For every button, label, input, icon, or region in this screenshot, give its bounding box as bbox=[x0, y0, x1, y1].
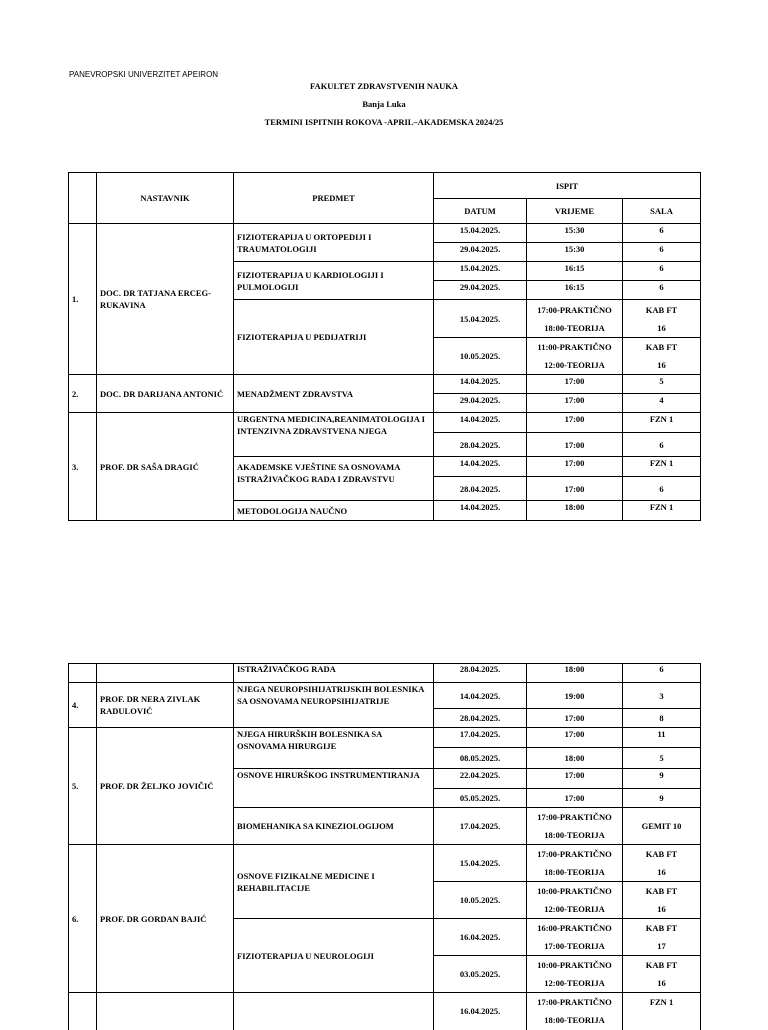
exam-time bbox=[527, 919, 623, 956]
header-ispit: ISPIT bbox=[434, 173, 701, 199]
header-sala: SALA bbox=[623, 199, 701, 224]
subject-name: METODOLOGIJA NAUČNO bbox=[234, 501, 434, 521]
exam-date: 10.05.2025. bbox=[434, 882, 527, 919]
header-datum: DATUM bbox=[434, 199, 527, 224]
exam-date: 29.04.2025. bbox=[434, 243, 527, 262]
exam-schedule-table-1 bbox=[68, 172, 701, 521]
exam-date: 28.04.2025. bbox=[434, 477, 527, 501]
time-practical: 17:00-PRAKTIČNO bbox=[537, 812, 612, 822]
exam-time: 15:30 bbox=[527, 243, 623, 262]
exam-room: 6 bbox=[623, 224, 701, 243]
exam-room: 9 bbox=[623, 769, 701, 789]
exam-date: 22.04.2025. bbox=[434, 769, 527, 789]
university-name: PANEVROPSKI UNIVERZITET APEIRON bbox=[69, 70, 219, 79]
table-row bbox=[69, 375, 701, 394]
city-title: Banja Luka bbox=[362, 99, 406, 109]
exam-date: 15.04.2025. bbox=[434, 300, 527, 338]
exam-date: 14.04.2025. bbox=[434, 501, 527, 521]
exam-time: 17:00 bbox=[527, 375, 623, 394]
subject-name: ISTRAŽIVAČKOG RADA bbox=[234, 664, 434, 683]
time-theory: 17:00-TEORIJA bbox=[544, 941, 605, 951]
room-number: 16 bbox=[657, 360, 666, 370]
exam-date: 28.04.2025. bbox=[434, 664, 527, 683]
time-practical: 11:00-PRAKTIČNO bbox=[537, 342, 612, 352]
table-row bbox=[69, 728, 701, 748]
subject-name: AKADEMSKE VJEŠTINE SA OSNOVAMA ISTRAŽIVAČKOG RADA I ZDRAVSTVU bbox=[234, 457, 434, 501]
row-number: 2. bbox=[69, 375, 97, 413]
exam-date: 14.04.2025. bbox=[434, 683, 527, 709]
exam-date: 15.04.2025. bbox=[434, 262, 527, 281]
table-row bbox=[69, 683, 701, 709]
exam-room: 8 bbox=[623, 709, 701, 728]
time-practical: 10:00-PRAKTIČNO bbox=[537, 960, 612, 970]
table-header-row bbox=[69, 173, 701, 199]
exam-time bbox=[527, 956, 623, 993]
time-theory: 12:00-TEORIJA bbox=[544, 360, 605, 370]
subject-name: URGENTNA MEDICINA,REANIMATOLOGIJA I INTENZIVNA ZDRAVSTVENA NJEGA bbox=[234, 413, 434, 457]
time-theory: 18:00-TEORIJA bbox=[544, 867, 605, 877]
exam-room: 6 bbox=[623, 262, 701, 281]
exam-room bbox=[623, 845, 701, 882]
time-theory: 12:00-TEORIJA bbox=[544, 978, 605, 988]
exam-date: 16.04.2025. bbox=[434, 993, 527, 1030]
exam-room: 3 bbox=[623, 683, 701, 709]
exam-time bbox=[527, 808, 623, 845]
document-title: TERMINI ISPITNIH ROKOVA -APRIL–AKADEMSKA 2024/25 bbox=[264, 117, 504, 127]
exam-room: 9 bbox=[623, 789, 701, 808]
exam-time: 17:00 bbox=[527, 709, 623, 728]
exam-room: 6 bbox=[623, 664, 701, 683]
exam-time bbox=[527, 300, 623, 338]
time-practical: 17:00-PRAKTIČNO bbox=[537, 997, 612, 1008]
subject-name: NJEGA HIRURŠKIH BOLESNIKA SA OSNOVAMA HIRURGIJE bbox=[234, 728, 434, 769]
exam-room: 6 bbox=[623, 281, 701, 300]
room-name: KAB FT bbox=[645, 342, 678, 352]
exam-time: 16:15 bbox=[527, 262, 623, 281]
teacher-name: PROF. DR SAŠA DRAGIĆ bbox=[97, 413, 234, 521]
room-number: 17 bbox=[657, 941, 666, 951]
exam-date: 10.05.2025. bbox=[434, 338, 527, 375]
exam-room: FZN 1 bbox=[623, 413, 701, 433]
exam-room: 6 bbox=[623, 477, 701, 501]
subject-name: OSNOVE FIZIKALNE MEDICINE I REHABILITACIJE bbox=[234, 845, 434, 919]
exam-date: 14.04.2025. bbox=[434, 457, 527, 477]
time-practical: 17:00-PRAKTIČNO bbox=[537, 849, 612, 859]
teacher-name: PROF. DR NERA ZIVLAK RADULOVIĆ bbox=[97, 683, 234, 728]
subject-name: MENADŽMENT ZDRAVSTVA bbox=[234, 375, 434, 413]
row-number: 5. bbox=[69, 728, 97, 845]
exam-date: 16.04.2025. bbox=[434, 919, 527, 956]
room-name: KAB FT bbox=[645, 849, 678, 859]
exam-room bbox=[623, 300, 701, 338]
header-vrijeme: VRIJEME bbox=[527, 199, 623, 224]
time-practical: 17:00-PRAKTIČNO bbox=[537, 304, 612, 315]
exam-date: 15.04.2025. bbox=[434, 224, 527, 243]
exam-room bbox=[623, 956, 701, 993]
exam-date: 03.05.2025. bbox=[434, 956, 527, 993]
table-row bbox=[69, 413, 701, 433]
row-number: 6. bbox=[69, 845, 97, 993]
room-name: KAB FT bbox=[645, 960, 678, 970]
exam-date: 15.04.2025. bbox=[434, 845, 527, 882]
teacher-name: DOC. DR DARIJANA ANTONIĆ bbox=[97, 375, 234, 413]
exam-time: 17:00 bbox=[527, 728, 623, 748]
exam-time: 17:00 bbox=[527, 457, 623, 477]
header-nastavnik: NASTAVNIK bbox=[97, 173, 234, 224]
time-theory: 18:00-TEORIJA bbox=[544, 1015, 605, 1026]
exam-time: 17:00 bbox=[527, 413, 623, 433]
room-number: 16 bbox=[657, 904, 666, 914]
subject-name: FIZIOTERAPIJA U KARDIOLOGIJI I PULMOLOGIJI bbox=[234, 262, 434, 300]
exam-room: 6 bbox=[623, 243, 701, 262]
exam-room: 11 bbox=[623, 728, 701, 748]
exam-time: 18:00 bbox=[527, 748, 623, 769]
exam-time: 17:00 bbox=[527, 769, 623, 789]
exam-room: GEMIT 10 bbox=[623, 808, 701, 845]
exam-date: 28.04.2025. bbox=[434, 709, 527, 728]
teacher-name bbox=[97, 664, 234, 683]
subject-name: FIZIOTERAPIJA U NEUROLOGIJI bbox=[234, 919, 434, 993]
exam-date: 29.04.2025. bbox=[434, 281, 527, 300]
room-number: 16 bbox=[657, 322, 666, 333]
header-number-cell bbox=[69, 173, 97, 224]
time-practical: 16:00-PRAKTIČNO bbox=[537, 923, 612, 933]
row-number: 4. bbox=[69, 683, 97, 728]
exam-time: 18:00 bbox=[527, 501, 623, 521]
exam-room: FZN 1 bbox=[623, 501, 701, 521]
exam-time: 17:00 bbox=[527, 789, 623, 808]
exam-room: FZN 1 bbox=[623, 457, 701, 477]
exam-room bbox=[623, 882, 701, 919]
room-name: KAB FT bbox=[645, 923, 678, 933]
table-row bbox=[69, 224, 701, 243]
exam-room bbox=[623, 919, 701, 956]
subject-name: FIZIOTERAPIJA U ORTOPEDIJI I TRAUMATOLOGIJI bbox=[234, 224, 434, 262]
exam-date: 05.05.2025. bbox=[434, 789, 527, 808]
row-number bbox=[69, 664, 97, 683]
table-row bbox=[69, 664, 701, 683]
header-predmet: PREDMET bbox=[234, 173, 434, 224]
exam-room: 5 bbox=[623, 748, 701, 769]
exam-time bbox=[527, 845, 623, 882]
exam-time: 17:00 bbox=[527, 433, 623, 457]
exam-time: 15:30 bbox=[527, 224, 623, 243]
exam-room: FZN 1 bbox=[623, 993, 701, 1030]
exam-time: 17:00 bbox=[527, 477, 623, 501]
exam-time bbox=[527, 882, 623, 919]
exam-date: 08.05.2025. bbox=[434, 748, 527, 769]
exam-time bbox=[527, 338, 623, 375]
exam-date: 17.04.2025. bbox=[434, 808, 527, 845]
faculty-title: FAKULTET ZDRAVSTVENIH NAUKA bbox=[310, 81, 458, 91]
exam-date: 29.04.2025. bbox=[434, 394, 527, 413]
exam-time: 17:00 bbox=[527, 394, 623, 413]
exam-date: 28.04.2025. bbox=[434, 433, 527, 457]
exam-schedule-table-2 bbox=[68, 663, 701, 1030]
exam-time: 16:15 bbox=[527, 281, 623, 300]
subject-name: FIZIOTERAPIJA U PEDIJATRIJI bbox=[234, 300, 434, 375]
teacher-name: PROF. DR ŽELJKO JOVIČIĆ bbox=[97, 728, 234, 845]
subject-name: NJEGA NEUROPSIHIJATRIJSKIH BOLESNIKA SA OSNOVAMA NEUROPSIHIJATRIJE bbox=[234, 683, 434, 728]
teacher-name: PROF. DR GORDAN BAJIĆ bbox=[97, 845, 234, 993]
subject-name: BIOMEHANIKA SA KINEZIOLOGIJOM bbox=[234, 808, 434, 845]
exam-room: 6 bbox=[623, 433, 701, 457]
room-number: 16 bbox=[657, 867, 666, 877]
row-number: 1. bbox=[69, 224, 97, 375]
time-theory: 18:00-TEORIJA bbox=[544, 322, 605, 333]
exam-room bbox=[623, 338, 701, 375]
subject-name: OSNOVE HIRURŠKOG INSTRUMENTIRANJA bbox=[234, 769, 434, 808]
room-name: KAB FT bbox=[645, 886, 678, 896]
exam-date: 17.04.2025. bbox=[434, 728, 527, 748]
exam-room: 5 bbox=[623, 375, 701, 394]
table-row bbox=[69, 845, 701, 882]
row-number: 3. bbox=[69, 413, 97, 521]
time-theory: 12:00-TEORIJA bbox=[544, 904, 605, 914]
exam-date: 14.04.2025. bbox=[434, 375, 527, 394]
room-name: KAB FT bbox=[645, 304, 678, 315]
time-theory: 18:00-TEORIJA bbox=[544, 830, 605, 840]
exam-time: 19:00 bbox=[527, 683, 623, 709]
exam-time: 18:00 bbox=[527, 664, 623, 683]
room-number: 16 bbox=[657, 978, 666, 988]
exam-date: 14.04.2025. bbox=[434, 413, 527, 433]
exam-room: 4 bbox=[623, 394, 701, 413]
time-practical: 10:00-PRAKTIČNO bbox=[537, 886, 612, 896]
teacher-name: DOC. DR TATJANA ERCEG-RUKAVINA bbox=[97, 224, 234, 375]
